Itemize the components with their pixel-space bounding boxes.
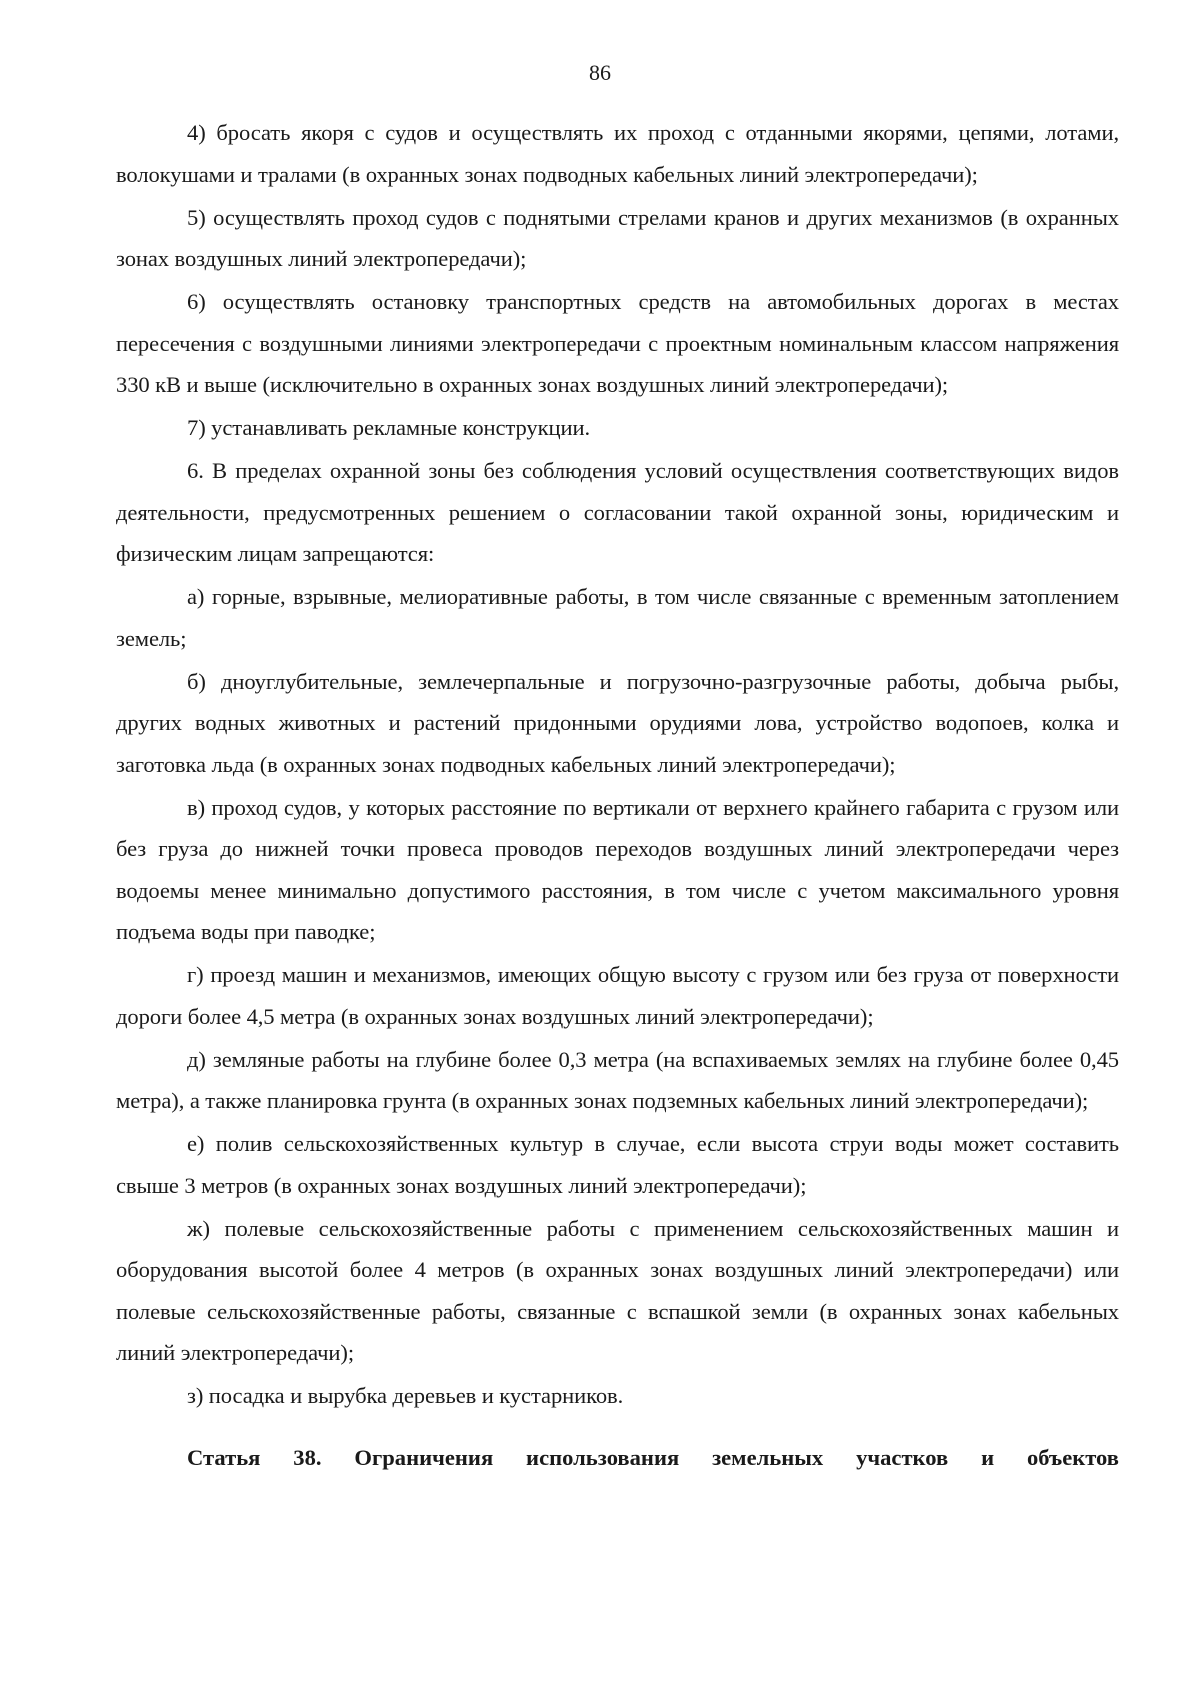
page-number: 86: [589, 60, 611, 85]
paragraph-subitem-zh: ж) полевые сельскохозяйственные работы с применением сельскохозяйственных машин и оборудования высотой более 4 метров (в охранных зонах воздушных линий электропередачи) или полевые сельскохозяйственные работы, связанные с вспашкой земли (в охранных зонах кабельных линий электропередачи);: [116, 1215, 1119, 1365]
paragraph-item-4: 4) бросать якоря с судов и осуществлять их проход с отданными якорями, цепями, лотами, волокушами и тралами (в охранных зонах подводных кабельных линий электропередачи);: [116, 120, 1119, 187]
paragraph-subitem-e: е) полив сельскохозяйственных культур в случае, если высота струи воды может составить свыше 3 метров (в охранных зонах воздушных линий электропередачи);: [116, 1131, 1119, 1198]
paragraph-subitem-b: б) дноуглубительные, землечерпальные и погрузочно-разгрузочные работы, добыча рыбы, других водных животных и растений придонными орудиями лова, устройство водопоев, колка и заготовка льда (в охранных зонах подводных кабельных линий электропередачи);: [116, 668, 1119, 777]
paragraph-clause-6: 6. В пределах охранной зоны без соблюдения условий осуществления соответствующих видов деятельности, предусмотренных решением о согласовании такой охранной зоны, юридическим и физическим лицам запрещаются:: [116, 458, 1119, 566]
paragraph-item-5: 5) осуществлять проход судов с поднятыми стрелами кранов и других механизмов (в охранных зонах воздушных линий электропередачи);: [116, 204, 1119, 271]
paragraph-subitem-v: в) проход судов, у которых расстояние по вертикали от верхнего крайнего габарита с грузом или без груза до нижней точки провеса проводов переходов воздушных линий электропередачи через водоемы менее минимально допустимого расстояния, в том числе с учетом максимального уровня подъема воды при паводке;: [116, 794, 1119, 944]
paragraph-subitem-d: д) земляные работы на глубине более 0,3 метра (на вспахиваемых землях на глубине более 0,45 метра), а также планировка грунта (в охранных зонах подземных кабельных линий электропередачи);: [116, 1046, 1119, 1113]
paragraph-item-6: 6) осуществлять остановку транспортных средств на автомобильных дорогах в местах пересечения с воздушными линиями электропередачи с проектным номинальным классом напряжения 330 кВ и выше (исключительно в охранных зонах воздушных линий электропередачи);: [116, 289, 1119, 397]
document-body: [116, 112, 1119, 1478]
paragraph-subitem-g: г) проезд машин и механизмов, имеющих общую высоту с грузом или без груза от поверхности дороги более 4,5 метра (в охранных зонах воздушных линий электропередачи);: [116, 962, 1119, 1029]
paragraph-item-7: 7) устанавливать рекламные конструкции.: [187, 415, 591, 440]
paragraph-subitem-a: а) горные, взрывные, мелиоративные работы, в том числе связанные с временным затоплением земель;: [116, 584, 1119, 651]
article-heading: Статья 38. Ограничения использования земельных участков и объектов: [187, 1444, 1119, 1470]
paragraph-subitem-z: з) посадка и вырубка деревьев и кустарников.: [187, 1383, 624, 1408]
